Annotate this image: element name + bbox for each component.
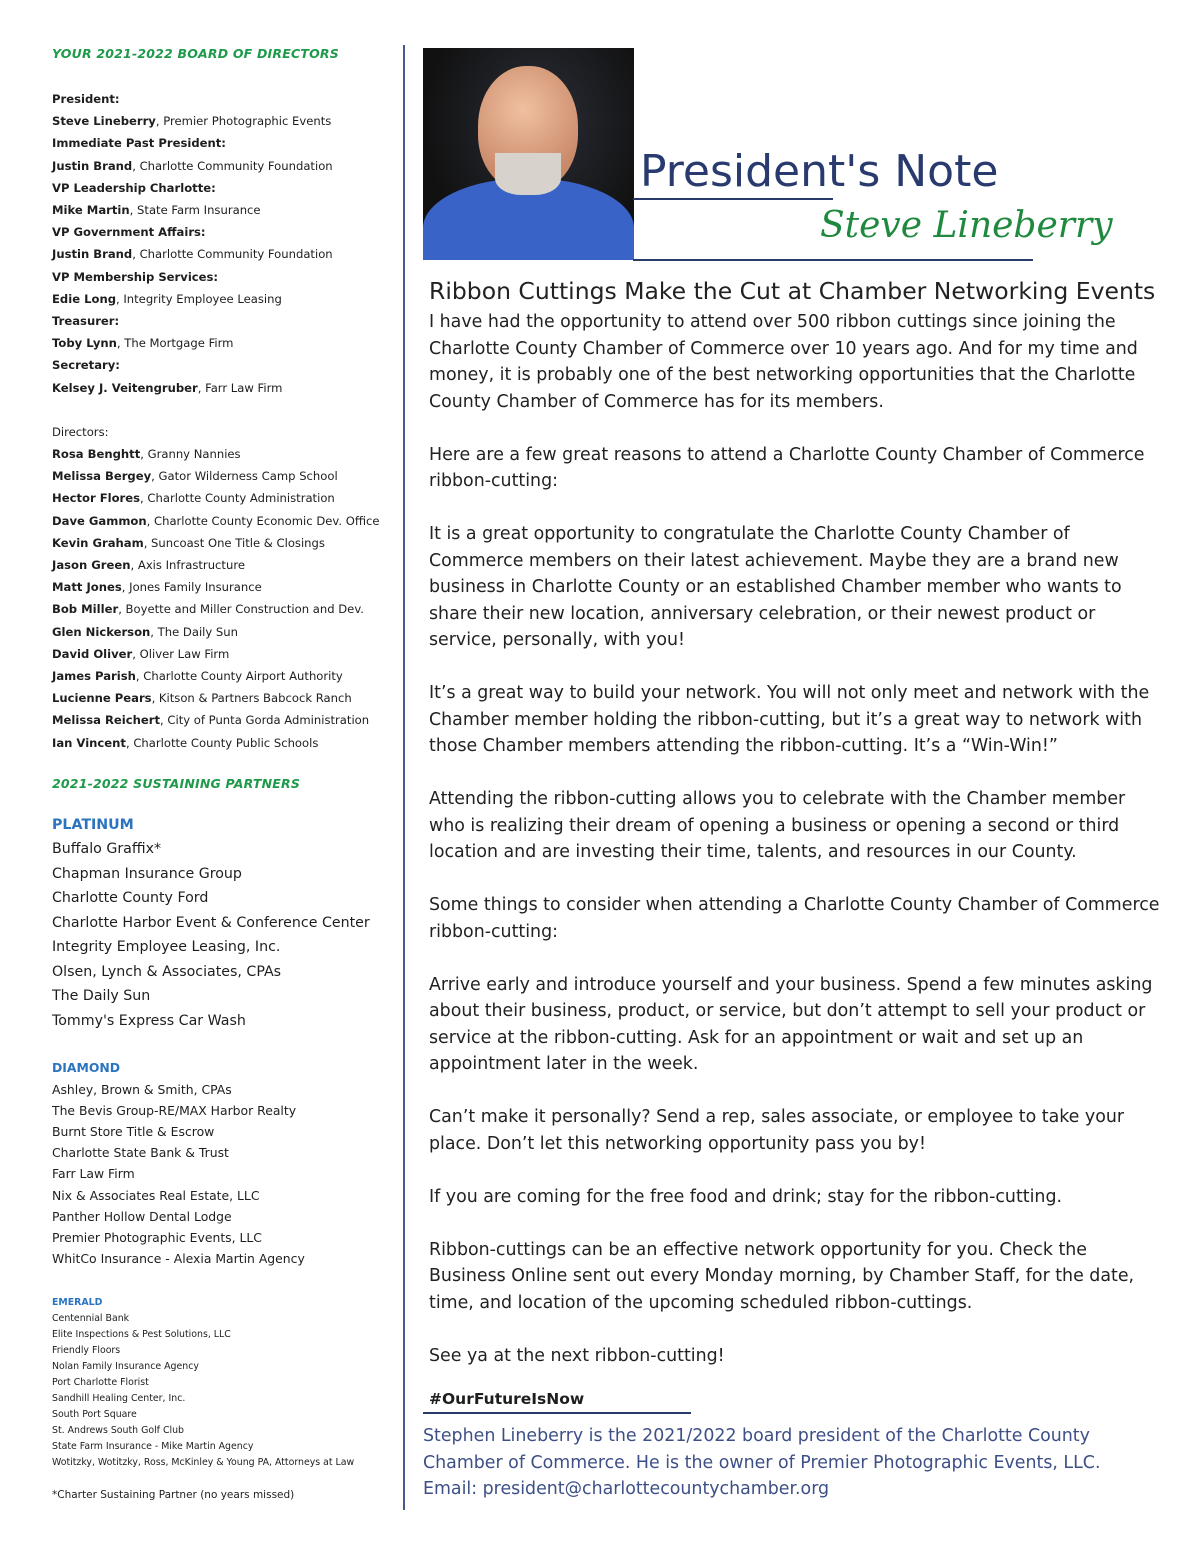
officer-org: , Integrity Employee Leasing	[116, 291, 282, 306]
officer-role: VP Government Affairs:	[52, 225, 206, 240]
director-name: Rosa Benghtt	[52, 447, 141, 462]
director-entry	[52, 665, 397, 687]
director-org: , Axis Infrastructure	[130, 558, 245, 573]
article-paragraph: Ribbon-cuttings can be an effective network opportunity for you. Check the Business Online sent out every Monday morning, by Chamber Staff, for the date, time, and location of the upcoming scheduled ribbon-cuttings.	[429, 1239, 1135, 1313]
column-divider	[403, 45, 405, 1510]
partner-item: Olsen, Lynch & Associates, CPAs	[52, 963, 282, 980]
director-entry	[52, 576, 397, 598]
partners-list	[52, 813, 397, 1472]
director-org: , Gator Wilderness Camp School	[151, 469, 338, 484]
director-entry	[52, 465, 397, 487]
partner-item: Elite Inspections & Pest Solutions, LLC	[52, 1329, 231, 1341]
director-name: Melissa Bergey	[52, 469, 152, 484]
officer-role: President:	[52, 92, 120, 106]
director-name: Kevin Graham	[52, 535, 144, 550]
director-org: , Jones Family Insurance	[121, 580, 262, 595]
director-org: , Suncoast One Title & Closings	[143, 535, 325, 550]
director-org: , Kitson & Partners Babcock Ranch	[151, 691, 352, 706]
partner-item: The Bevis Group-RE/MAX Harbor Realty	[52, 1102, 297, 1118]
director-org: , Boyette and Miller Construction and Dev.	[118, 602, 364, 617]
officer-name: Justin Brand	[52, 247, 133, 262]
partner-item: Farr Law Firm	[52, 1166, 135, 1182]
article-paragraph: I have had the opportunity to attend over 500 ribbon cuttings since joining the Charlotte County Chamber of Commerce over 10 years ago. And for my time and money, it is probably one of the best networking opportunities that the Charlotte County Chamber of Commerce has for its members.	[429, 312, 1138, 412]
officer-role: Immediate Past President:	[52, 136, 226, 151]
director-org: , Granny Nannies	[140, 447, 241, 462]
board-heading: YOUR 2021-2022 BOARD OF DIRECTORS	[52, 46, 339, 61]
hashtag-underline	[423, 1412, 691, 1414]
partner-item: Sandhill Healing Center, Inc.	[52, 1393, 186, 1405]
partner-item: South Port Square	[52, 1409, 137, 1421]
author-bio	[423, 1423, 1163, 1503]
director-org: , Charlotte County Public Schools	[125, 735, 319, 750]
director-entry	[52, 709, 397, 731]
director-org: , Charlotte County Economic Dev. Office	[146, 513, 380, 528]
photo-beard	[495, 153, 561, 195]
article-paragraph: Here are a few great reasons to attend a Charlotte County Chamber of Commerce ribbon-cutting:	[429, 444, 1145, 491]
partner-item: Panther Hollow Dental Lodge	[52, 1208, 232, 1224]
director-name: Matt Jones	[52, 580, 122, 595]
officer-entry	[52, 377, 397, 399]
officer-role: Treasurer:	[52, 314, 120, 329]
officer-org: , Charlotte Community Foundation	[132, 158, 333, 173]
article-heading: Ribbon Cuttings Make the Cut at Chamber Networking Events	[429, 277, 1156, 305]
officer-role: VP Leadership Charlotte:	[52, 180, 216, 195]
officer-name: Kelsey J. Veitengruber	[52, 380, 198, 395]
partner-item: Wotitzky, Wotitzky, Ross, McKinley & Young PA, Attorneys at Law	[52, 1457, 355, 1469]
director-org: , The Daily Sun	[150, 624, 238, 639]
director-entry	[52, 598, 397, 620]
partner-item: St. Andrews South Golf Club	[52, 1425, 184, 1437]
officer-org: , State Farm Insurance	[129, 203, 261, 218]
partner-item: Burnt Store Title & Escrow	[52, 1124, 215, 1139]
officer-entry	[52, 332, 397, 354]
signature-underline	[633, 259, 1033, 261]
article-paragraph: Arrive early and introduce yourself and your business. Spend a few minutes asking about their business, product, or service, but don’t attempt to sell your product or service at the ribbon-cutting. Ask for an appointment or wait and set up an appointment later in the week.	[429, 974, 1153, 1074]
partner-item: Port Charlotte Florist	[52, 1377, 149, 1389]
partner-item: Centennial Bank	[52, 1313, 130, 1325]
spacer	[52, 399, 397, 421]
bio-line: Chamber of Commerce. He is the owner of Premier Photographic Events, LLC.	[423, 1452, 1101, 1473]
director-org: , City of Punta Gorda Administration	[160, 713, 370, 728]
article-paragraph: If you are coming for the free food and drink; stay for the ribbon-cutting.	[429, 1186, 1063, 1207]
director-name: James Parish	[52, 669, 136, 684]
director-org: , Charlotte County Airport Authority	[135, 669, 343, 684]
director-entry	[52, 510, 397, 532]
director-org: , Charlotte County Administration	[140, 491, 335, 506]
director-name: Lucienne Pears	[52, 691, 152, 706]
officer-name: Mike Martin	[52, 203, 130, 218]
director-entry	[52, 643, 397, 665]
officer-entry	[52, 199, 397, 221]
officer-entry	[52, 110, 397, 132]
director-entry	[52, 532, 397, 554]
article-paragraph: It is a great opportunity to congratulate the Charlotte County Chamber of Commerce members on their latest achievement. Maybe they are a brand new business in Charlotte County or an established Chamber member who wants to share their new location, anniversary celebration, or their newest product or service, personally, with you!	[429, 524, 1122, 650]
officer-entry	[52, 288, 397, 310]
officer-entry	[52, 243, 397, 265]
emerald-section	[52, 1295, 397, 1471]
left-column	[52, 46, 397, 1501]
officer-entry	[52, 155, 397, 177]
article-paragraph: Can’t make it personally? Send a rep, sales associate, or employee to take your place. Don’t let this networking opportunity pass you by!	[429, 1107, 1125, 1154]
partner-item: Charlotte County Ford	[52, 890, 209, 907]
platinum-label: PLATINUM	[52, 816, 134, 833]
platinum-section	[52, 813, 397, 1034]
director-entry	[52, 732, 397, 754]
officer-org: , Charlotte Community Foundation	[132, 247, 333, 262]
bio-line[interactable]: Email: president@charlottecountychamber.org	[423, 1479, 830, 1499]
director-name: Hector Flores	[52, 491, 141, 506]
diamond-label: DIAMOND	[52, 1060, 121, 1076]
partner-item: The Daily Sun	[52, 988, 151, 1005]
director-entry	[52, 443, 397, 465]
officer-name: Toby Lynn	[52, 336, 117, 351]
article-paragraph: See ya at the next ribbon-cutting!	[429, 1345, 725, 1366]
partner-item: Friendly Floors	[52, 1345, 121, 1357]
director-org: , Oliver Law Firm	[132, 646, 230, 661]
director-name: Ian Vincent	[52, 735, 126, 750]
partner-item: Ashley, Brown & Smith, CPAs	[52, 1081, 232, 1097]
page-title: President's Note	[640, 146, 999, 197]
emerald-label: EMERALD	[52, 1297, 103, 1309]
signature: Steve Lineberry	[820, 205, 1113, 246]
partner-item: Integrity Employee Leasing, Inc.	[52, 939, 281, 956]
director-entry	[52, 554, 397, 576]
partner-item: Charlotte Harbor Event & Conference Center	[52, 914, 370, 931]
hashtag: #OurFutureIsNow	[429, 1390, 585, 1408]
officer-name: Edie Long	[52, 291, 116, 306]
officer-org: , The Mortgage Firm	[116, 336, 234, 351]
article-paragraph: Attending the ribbon-cutting allows you to celebrate with the Chamber member who is realizing their dream of opening a business or opening a second or third location and are investing their time, talents, and resources in our County.	[429, 789, 1126, 862]
diamond-section	[52, 1057, 397, 1269]
article-body	[429, 309, 1164, 1396]
partner-item: WhitCo Insurance - Alexia Martin Agency	[52, 1251, 305, 1267]
director-entry	[52, 487, 397, 509]
footnote: *Charter Sustaining Partner (no years missed)	[52, 1489, 295, 1502]
director-entry	[52, 687, 397, 709]
board-list	[52, 88, 397, 754]
partner-item: Buffalo Graffix*	[52, 841, 162, 858]
officer-role: VP Membership Services:	[52, 269, 219, 284]
article-paragraph: Some things to consider when attending a Charlotte County Chamber of Commerce ribbon-cutting:	[429, 895, 1160, 942]
director-entry	[52, 621, 397, 643]
director-name: Bob Miller	[52, 602, 119, 617]
article-paragraph: It’s a great way to build your network. You will not only meet and network with the Chamber member holding the ribbon-cutting, but it’s a great way to network with those Chamber members attending the ribbon-cutting. It’s a “Win-Win!”	[429, 683, 1150, 756]
director-name: David Oliver	[52, 646, 133, 661]
officer-org: , Premier Photographic Events	[155, 114, 332, 129]
bio-line: Stephen Lineberry is the 2021/2022 board president of the Charlotte County	[423, 1426, 1090, 1446]
officer-name: Justin Brand	[52, 158, 133, 173]
directors-label: Directors:	[52, 424, 109, 439]
officer-name: Steve Lineberry	[52, 114, 156, 129]
partner-item: Nolan Family Insurance Agency	[52, 1361, 199, 1373]
partner-item: State Farm Insurance - Mike Martin Agency	[52, 1441, 254, 1453]
officer-role: Secretary:	[52, 358, 120, 373]
director-name: Glen Nickerson	[52, 624, 151, 639]
director-name: Melissa Reichert	[52, 713, 161, 728]
partners-heading: 2021-2022 SUSTAINING PARTNERS	[52, 775, 301, 791]
partner-item: Chapman Insurance Group	[52, 865, 242, 882]
title-underline	[633, 198, 833, 200]
partner-item: Charlotte State Bank & Trust	[52, 1145, 229, 1161]
partner-item: Premier Photographic Events, LLC	[52, 1230, 262, 1246]
president-photo	[423, 48, 634, 260]
partner-item: Nix & Associates Real Estate, LLC	[52, 1187, 260, 1203]
officer-org: , Farr Law Firm	[197, 380, 283, 395]
director-name: Dave Gammon	[52, 513, 147, 528]
partner-item: Tommy's Express Car Wash	[52, 1012, 246, 1029]
director-name: Jason Green	[52, 558, 131, 573]
